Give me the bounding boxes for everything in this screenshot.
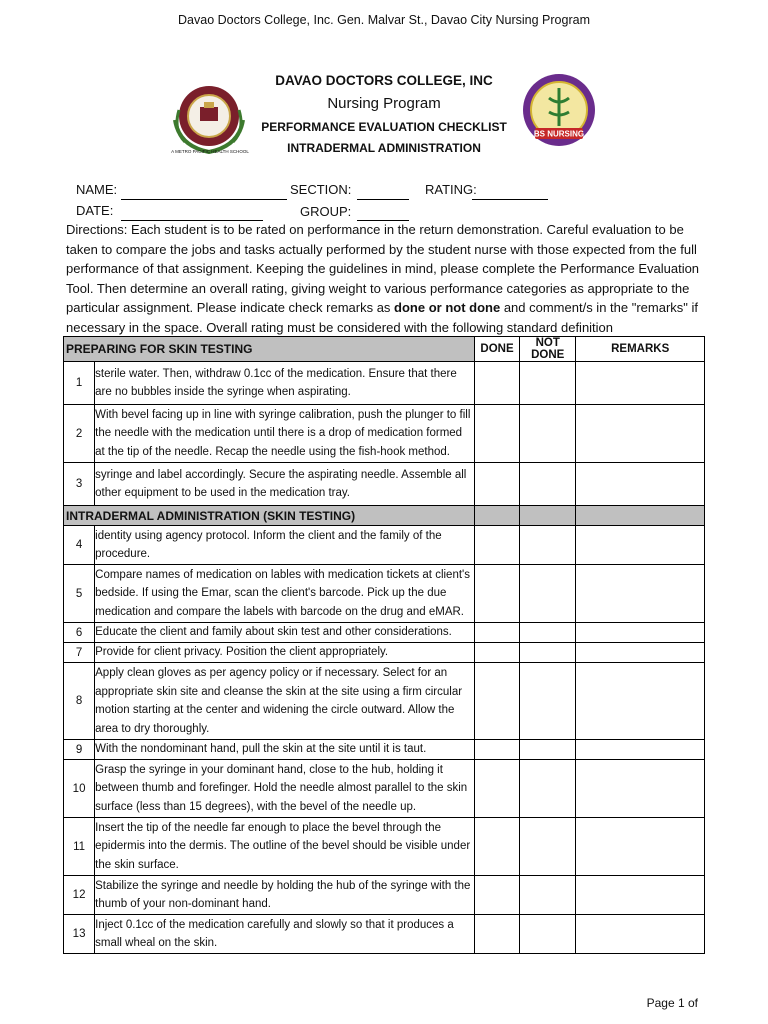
step-text: Grasp the syringe in your dominant hand, close to the hub, holding it between thumb and forefinger. Hold the needle almost parallel to the skin surface (less than 15 degrees), with the bevel of the needle up.	[95, 760, 475, 818]
done-cell[interactable]	[474, 740, 519, 760]
step-text: Inject 0.1cc of the medication carefully and slowly so that it produces a small wheal on the skin.	[95, 915, 475, 954]
not-done-cell[interactable]	[520, 876, 576, 915]
table-row	[64, 760, 705, 818]
rating-field[interactable]	[472, 199, 548, 200]
step-text: Apply clean gloves as per agency policy or if necessary. Select for an appropriate skin site and cleanse the skin at the site using a firm circular motion starting at the center and widening the circle outward. Allow the area to dry thoroughly.	[95, 663, 475, 740]
table-row	[64, 876, 705, 915]
table-row	[64, 623, 705, 643]
program-title: Nursing Program	[327, 95, 441, 112]
procedure-title: INTRADERMAL ADMINISTRATION	[287, 141, 481, 155]
not-done-cell[interactable]	[520, 663, 576, 740]
done-cell[interactable]	[474, 362, 519, 405]
logo-caption: A METRO PACIFIC HEALTH SCHOOL	[171, 149, 249, 154]
done-cell[interactable]	[474, 663, 519, 740]
step-text: With the nondominant hand, pull the skin at the site until it is taut.	[95, 740, 475, 760]
step-text: With bevel facing up in line with syringe calibration, push the plunger to fill the needle with the medication until there is a drop of medication formed at the tip of the needle. Recap the needle using the fish-hook method.	[95, 405, 475, 463]
step-text: syringe and label accordingly. Secure the aspirating needle. Assemble all other equipment to be used in the medication tray.	[95, 463, 475, 506]
section-header-row	[64, 337, 705, 362]
step-text: sterile water. Then, withdraw 0.1cc of the medication. Ensure that there are no bubbles inside the syringe when aspirating.	[95, 362, 475, 405]
not-done-cell[interactable]	[520, 760, 576, 818]
step-text: Insert the tip of the needle far enough to place the bevel through the epidermis into the dermis. The outline of the bevel should be visible under the skin surface.	[95, 818, 475, 876]
date-label: DATE:	[76, 203, 114, 218]
remarks-cell[interactable]	[576, 623, 705, 643]
step-text: identity using agency protocol. Inform the client and the family of the procedure.	[95, 526, 475, 565]
name-field[interactable]	[121, 199, 287, 200]
directions-part1: Directions: Each student is to be rated on performance in the return demonstration. Careful evaluation to be taken to compare the jobs and tasks actually performed by the student nurse with those expected from the full performance of that assignment. Keeping the guidelines in mind, please complete the Performance Evaluation Tool. Then determine an overall rating, giving weight to various performance categories as appropriate to the particular assignment. Please indicate check remarks as	[66, 222, 700, 315]
done-cell[interactable]	[474, 876, 519, 915]
not-done-cell[interactable]	[520, 362, 576, 405]
remarks-cell[interactable]	[576, 915, 705, 954]
section-blank-cell	[520, 506, 576, 526]
remarks-cell[interactable]	[576, 876, 705, 915]
remarks-header: REMARKS	[576, 337, 705, 362]
section-header-row	[64, 506, 705, 526]
remarks-cell[interactable]	[576, 663, 705, 740]
not-done-cell[interactable]	[520, 623, 576, 643]
directions-part2: and comment/s in the "remarks" if necessary in the space. Overall rating must be considered with the following standard definition	[66, 300, 699, 335]
not-done-cell[interactable]	[520, 915, 576, 954]
step-number: 5	[64, 565, 95, 623]
done-cell[interactable]	[474, 818, 519, 876]
group-label: GROUP:	[300, 204, 352, 219]
rating-label: RATING:	[425, 182, 477, 197]
done-cell[interactable]	[474, 643, 519, 663]
done-cell[interactable]	[474, 915, 519, 954]
step-number: 1	[64, 362, 95, 405]
checklist-title: PERFORMANCE EVALUATION CHECKLIST	[261, 120, 507, 134]
remarks-cell[interactable]	[576, 818, 705, 876]
table-row	[64, 740, 705, 760]
table-row	[64, 663, 705, 740]
remarks-cell[interactable]	[576, 405, 705, 463]
directions-emphasis: done or not done	[394, 300, 501, 315]
section-field[interactable]	[357, 199, 409, 200]
table-row	[64, 818, 705, 876]
not-done-cell[interactable]	[520, 463, 576, 506]
not-done-cell[interactable]	[520, 526, 576, 565]
table-row	[64, 565, 705, 623]
done-header: DONE	[474, 337, 519, 362]
step-number: 10	[64, 760, 95, 818]
section-title: INTRADERMAL ADMINISTRATION (SKIN TESTING)	[64, 506, 475, 526]
done-cell[interactable]	[474, 463, 519, 506]
table-row	[64, 526, 705, 565]
section-blank-cell	[576, 506, 705, 526]
step-number: 2	[64, 405, 95, 463]
page-footer: Page 1 of	[646, 996, 698, 1010]
section-label: SECTION:	[290, 182, 352, 197]
remarks-cell[interactable]	[576, 740, 705, 760]
remarks-cell[interactable]	[576, 760, 705, 818]
remarks-cell[interactable]	[576, 565, 705, 623]
step-text: Compare names of medication on lables with medication tickets at client's bedside. If using the Emar, scan the client's barcode. Pick up the due medication and compare the labels with barcode on the drug and eMAR.	[95, 565, 475, 623]
table-row	[64, 915, 705, 954]
done-cell[interactable]	[474, 405, 519, 463]
college-seal-logo	[165, 80, 253, 160]
not-done-cell[interactable]	[520, 565, 576, 623]
section-title: PREPARING FOR SKIN TESTING	[64, 337, 475, 362]
step-number: 6	[64, 623, 95, 643]
not-done-cell[interactable]	[520, 818, 576, 876]
directions-text	[66, 220, 706, 335]
step-text: Provide for client privacy. Position the client appropriately.	[95, 643, 475, 663]
table-row	[64, 643, 705, 663]
step-number: 12	[64, 876, 95, 915]
table-row	[64, 463, 705, 506]
logo-right-text: BS NURSING	[533, 129, 585, 139]
done-cell[interactable]	[474, 565, 519, 623]
step-number: 8	[64, 663, 95, 740]
college-title: DAVAO DOCTORS COLLEGE, INC	[275, 73, 493, 88]
name-label: NAME:	[76, 182, 118, 197]
remarks-cell[interactable]	[576, 362, 705, 405]
not-done-header: NOT DONE	[520, 337, 576, 362]
done-cell[interactable]	[474, 623, 519, 643]
step-number: 4	[64, 526, 95, 565]
not-done-cell[interactable]	[520, 405, 576, 463]
remarks-cell[interactable]	[576, 526, 705, 565]
remarks-cell[interactable]	[576, 643, 705, 663]
done-cell[interactable]	[474, 760, 519, 818]
step-number: 11	[64, 818, 95, 876]
not-done-cell[interactable]	[520, 643, 576, 663]
bs-nursing-logo	[515, 72, 603, 152]
step-number: 7	[64, 643, 95, 663]
step-text: Stabilize the syringe and needle by holding the hub of the syringe with the thumb of your non-dominant hand.	[95, 876, 475, 915]
table-row	[64, 362, 705, 405]
step-text: Educate the client and family about skin test and other considerations.	[95, 623, 475, 643]
done-cell[interactable]	[474, 526, 519, 565]
section-blank-cell	[474, 506, 519, 526]
checklist-table	[63, 336, 705, 954]
remarks-cell[interactable]	[576, 463, 705, 506]
step-number: 13	[64, 915, 95, 954]
running-header: Davao Doctors College, Inc. Gen. Malvar St., Davao City Nursing Program	[178, 13, 590, 27]
step-number: 3	[64, 463, 95, 506]
not-done-cell[interactable]	[520, 740, 576, 760]
table-row	[64, 405, 705, 463]
step-number: 9	[64, 740, 95, 760]
